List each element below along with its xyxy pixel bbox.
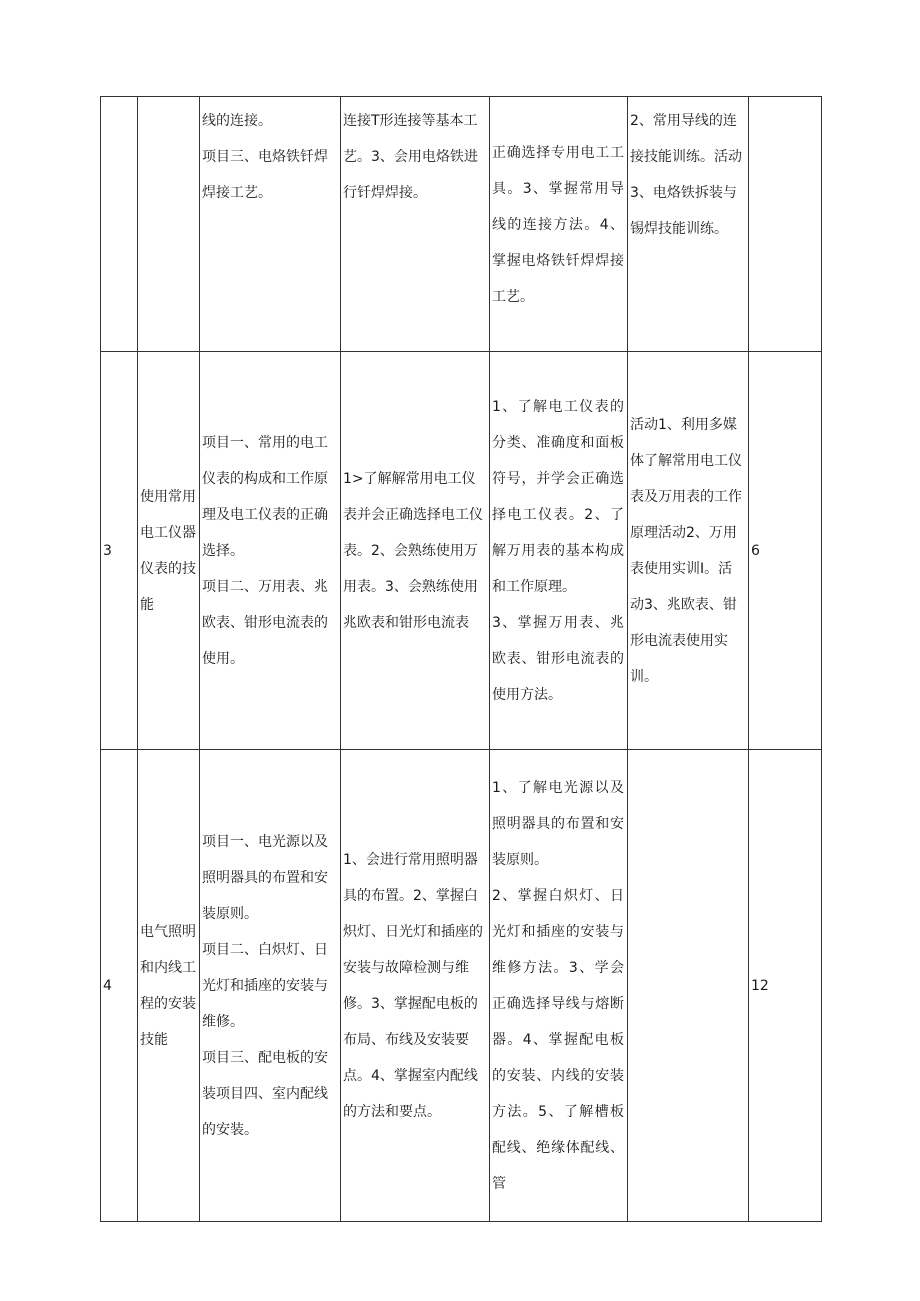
row-number: 4 (103, 977, 112, 994)
teaching-content: 项目一、电光源以及照明器具的布置和安装原则。 项目二、白炽灯、日光灯和插座的安装与维修。 项目三、配电板的安装项目四、室内配线的安装。 (202, 833, 328, 1138)
table-row (101, 352, 822, 750)
activity: 活动1、利用多媒体了解常用电工仪表及万用表的工作原理活动2、万用表使用实训I。活动3、兆欧表、钳形电流表使用实训。 (630, 416, 742, 685)
curriculum-table (100, 96, 822, 1222)
teaching-content-cell (200, 352, 341, 750)
teaching-content-cell (200, 97, 341, 352)
row-number-cell (101, 750, 138, 1222)
knowledge-requirement-cell (490, 750, 628, 1222)
knowledge-requirement-cell (490, 352, 628, 750)
skill-requirement-cell (341, 750, 490, 1222)
knowledge-requirement: 1、了解电工仪表的分类、准确度和面板符号，并学会正确选择电工仪表。2、了解万用表的基本构成和工作原理。 3、掌握万用表、兆欧表、钳形电流表的使用方法。 (492, 398, 624, 703)
activity-cell (628, 97, 749, 352)
module-name-cell (138, 97, 200, 352)
knowledge-requirement: 1、了解电光源以及照明器具的布置和安装原则。 2、掌握白炽灯、日光灯和插座的安装与维修方法。3、学会正确选择导线与熔断器。4、掌握配电板的安装、内线的安装方法。5、了解槽板配线、绝缘体配线、管 (492, 779, 624, 1192)
hours-cell (749, 352, 822, 750)
skill-requirement-cell (341, 352, 490, 750)
teaching-content: 项目一、常用的电工仪表的构成和工作原理及电工仪表的正确选择。 项目二、万用表、兆欧表、钳形电流表的使用。 (202, 434, 328, 667)
teaching-content-cell (200, 750, 341, 1222)
hours: 6 (751, 542, 760, 559)
activity-cell (628, 750, 749, 1222)
row-number-cell (101, 352, 138, 750)
knowledge-requirement: 正确选择专用电工工具。3、掌握常用导线的连接方法。4、掌握电烙铁钎焊焊接工艺。 (492, 145, 624, 305)
skill-requirement: 连接T形连接等基本工艺。3、会用电烙铁进行钎焊焊接。 (343, 113, 478, 201)
row-number: 3 (103, 542, 112, 559)
skill-requirement: 1、会进行常用照明器具的布置。2、掌握白炽灯、日光灯和插座的安装与故障检测与维修。3、掌握配电板的布局、布线及安装要点。4、掌握室内配线的方法和要点。 (343, 851, 483, 1120)
module-name: 使用常用电工仪器仪表的技能 (140, 488, 196, 613)
module-name: 电气照明和内线工程的安装技能 (140, 923, 196, 1048)
table-row (101, 750, 822, 1222)
module-name-cell (138, 750, 200, 1222)
skill-requirement-cell (341, 97, 490, 352)
activity: 2、常用导线的连接技能训练。活动3、电烙铁拆装与锡焊技能训练。 (630, 113, 742, 237)
hours: 12 (751, 977, 769, 994)
hours-cell (749, 97, 822, 352)
hours-cell (749, 750, 822, 1222)
skill-requirement: 1>了解解常用电工仪表并会正确选择电工仪表。2、会熟练使用万用表。3、会熟练使用兆欧表和钳形电流表 (343, 470, 483, 631)
table-row (101, 97, 822, 352)
teaching-content: 线的连接。 项目三、电烙铁钎焊焊接工艺。 (202, 113, 328, 201)
row-number-cell (101, 97, 138, 352)
knowledge-requirement-cell (490, 97, 628, 352)
module-name-cell (138, 352, 200, 750)
activity-cell (628, 352, 749, 750)
